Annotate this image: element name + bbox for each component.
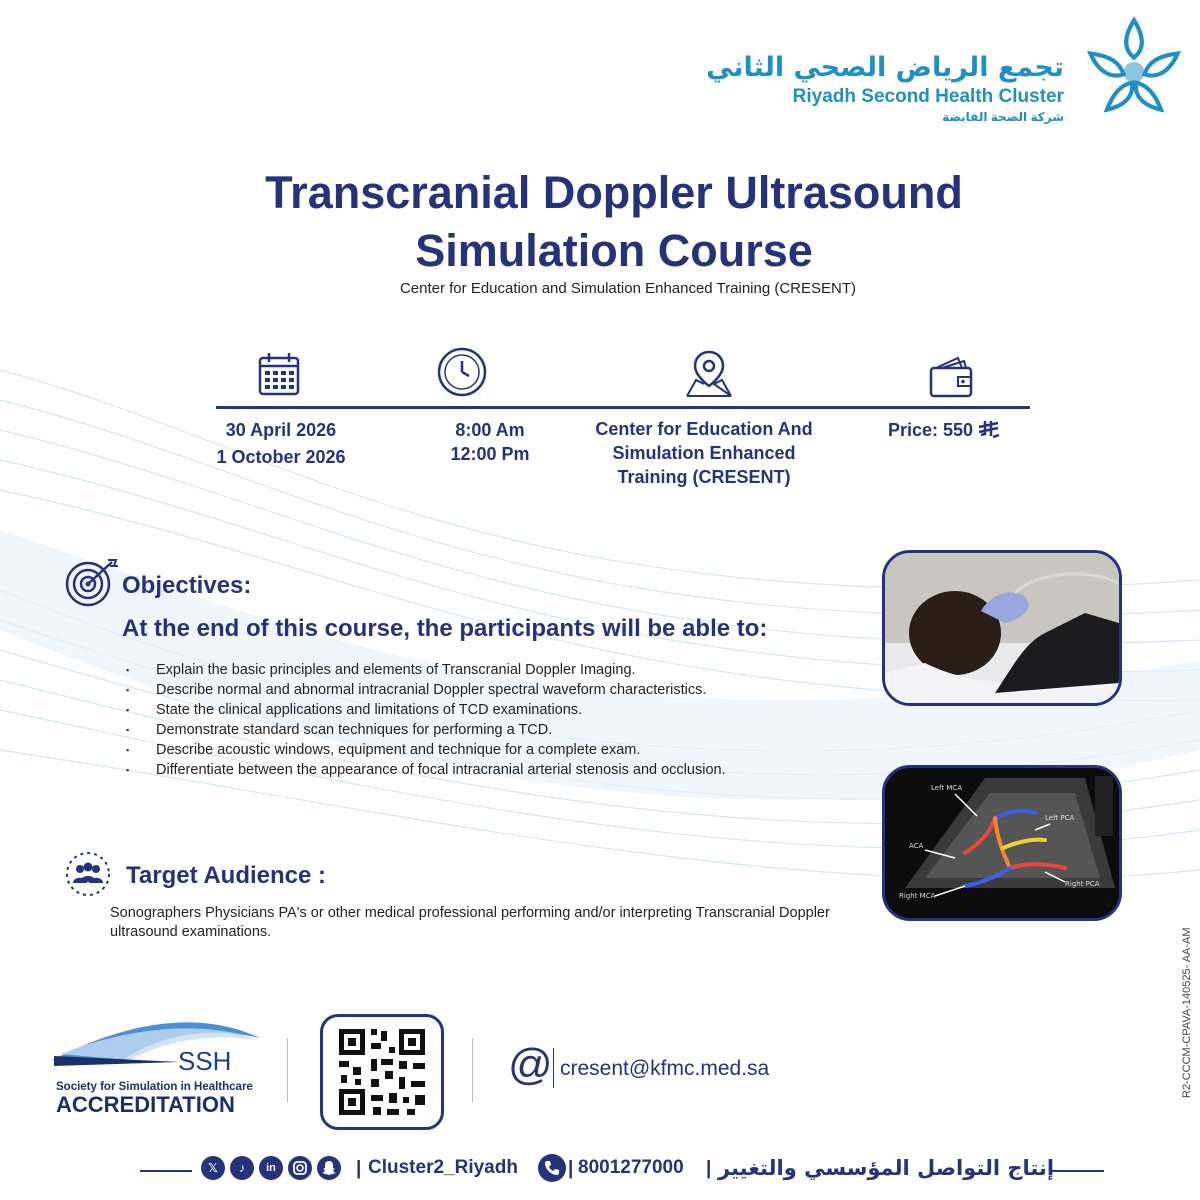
location-line1: Center for Education And bbox=[595, 419, 813, 439]
audience-icon bbox=[64, 850, 112, 898]
footer-line-right bbox=[1052, 1170, 1104, 1172]
ssh-accreditation-label: ACCREDITATION bbox=[56, 1092, 235, 1117]
course-location bbox=[572, 417, 836, 489]
divider bbox=[472, 1038, 473, 1102]
list-item: ▪ Explain the basic principles and elements of Transcranial Doppler Imaging. bbox=[124, 660, 726, 680]
brand-name-en: Riyadh Second Health Cluster bbox=[792, 86, 1064, 107]
course-title-line2: Simulation Course bbox=[415, 225, 813, 276]
qr-code[interactable] bbox=[320, 1014, 444, 1130]
doppler-ultrasound-image bbox=[885, 768, 1119, 918]
footer-separator: | bbox=[568, 1158, 574, 1179]
label-left-pca: Left PCA bbox=[1045, 814, 1075, 822]
location-line2: Simulation Enhanced bbox=[612, 443, 796, 463]
objectives-heading: Objectives: bbox=[122, 572, 252, 599]
objectives-subheading: At the end of this course, the participants will be able to: bbox=[122, 615, 768, 642]
contact-email[interactable]: cresent@kfmc.med.sa bbox=[560, 1057, 770, 1080]
course-price bbox=[888, 418, 1028, 442]
document-code bbox=[1170, 910, 1200, 1100]
list-item: ▪ Differentiate between the appearance of focal intracranial arterial stenosis and occlusion. bbox=[124, 760, 726, 780]
ssh-accreditation-logo bbox=[50, 1010, 270, 1120]
patient-scan-photo bbox=[882, 550, 1122, 706]
list-item: ▪ State the clinical applications and limitations of TCD examinations. bbox=[124, 700, 726, 720]
objectives-list bbox=[124, 660, 726, 780]
course-subtitle: Center for Education and Simulation Enhanced Training (CRESENT) bbox=[399, 280, 857, 297]
label-right-pca: Right PCA bbox=[1065, 880, 1100, 888]
email-at-icon: @ bbox=[508, 1040, 553, 1089]
time-end: 12:00 Pm bbox=[450, 444, 530, 464]
snapchat-icon[interactable] bbox=[317, 1156, 341, 1180]
list-item: ▪ Describe acoustic windows, equipment and technique for a complete exam. bbox=[124, 740, 726, 760]
label-aca: ACA bbox=[909, 842, 924, 850]
course-times bbox=[420, 418, 560, 466]
calendar-icon bbox=[254, 350, 304, 400]
divider bbox=[287, 1038, 288, 1102]
x-icon[interactable]: 𝕏 bbox=[201, 1156, 225, 1180]
qr-code-icon bbox=[323, 1017, 441, 1127]
ssh-abbr: SSH bbox=[178, 1046, 232, 1076]
instagram-icon[interactable] bbox=[288, 1156, 312, 1180]
target-icon bbox=[64, 558, 120, 608]
brand-sub-ar: شركة الصحة القابضة bbox=[942, 110, 1064, 124]
tiktok-icon[interactable]: ♪ bbox=[230, 1156, 254, 1180]
location-line3: Training (CRESENT) bbox=[617, 467, 791, 487]
clock-icon bbox=[436, 346, 488, 398]
phone-icon bbox=[538, 1154, 566, 1182]
patient-scan-image bbox=[885, 553, 1119, 703]
price-text: Price: 550 bbox=[888, 420, 974, 440]
cluster-logo-icon bbox=[1082, 14, 1186, 118]
list-item: ▪ Describe normal and abnormal intracranial Doppler spectral waveform characteristics. bbox=[124, 680, 726, 700]
label-left-mca: Left MCA bbox=[931, 784, 963, 792]
footer-line-left bbox=[140, 1170, 192, 1172]
ssh-org-name: Society for Simulation in Healthcare bbox=[56, 1081, 253, 1093]
footer-separator: | bbox=[356, 1158, 362, 1179]
date-2: 1 October 2026 bbox=[216, 447, 346, 467]
course-title-line1: Transcranial Doppler Ultrasound bbox=[265, 167, 963, 218]
brand-name-ar: تجمع الرياض الصحي الثاني bbox=[706, 52, 1064, 83]
document-code-text: R2-CCCM-CPAVA-140525- AA-AM bbox=[1181, 927, 1193, 1098]
course-title bbox=[0, 164, 1200, 280]
map-pin-icon bbox=[684, 348, 734, 398]
course-dates bbox=[196, 418, 366, 469]
linkedin-icon[interactable]: in bbox=[259, 1156, 283, 1180]
audience-heading: Target Audience : bbox=[126, 862, 327, 889]
riyal-symbol-icon bbox=[978, 420, 1000, 438]
label-right-mca: Right MCA bbox=[899, 892, 936, 900]
time-start: 8:00 Am bbox=[455, 420, 525, 440]
footer-dept-ar: إنتاج التواصل المؤسسي والتغيير bbox=[718, 1156, 1055, 1180]
doppler-image bbox=[882, 765, 1122, 921]
footer-phone[interactable]: 8001277000 bbox=[578, 1157, 684, 1178]
wallet-icon bbox=[928, 354, 974, 398]
footer-handle[interactable]: Cluster2_Riyadh bbox=[368, 1157, 518, 1178]
info-divider bbox=[216, 406, 1030, 409]
footer-separator: | bbox=[706, 1158, 712, 1179]
audience-text: Sonographers Physicians PA's or other medical professional performing and/or interpreting Transcranial Doppler ultrasound examinations. bbox=[110, 905, 830, 940]
date-1: 30 April 2026 bbox=[225, 420, 337, 440]
email-divider bbox=[553, 1048, 554, 1088]
list-item: ▪ Demonstrate standard scan techniques for performing a TCD. bbox=[124, 720, 726, 740]
